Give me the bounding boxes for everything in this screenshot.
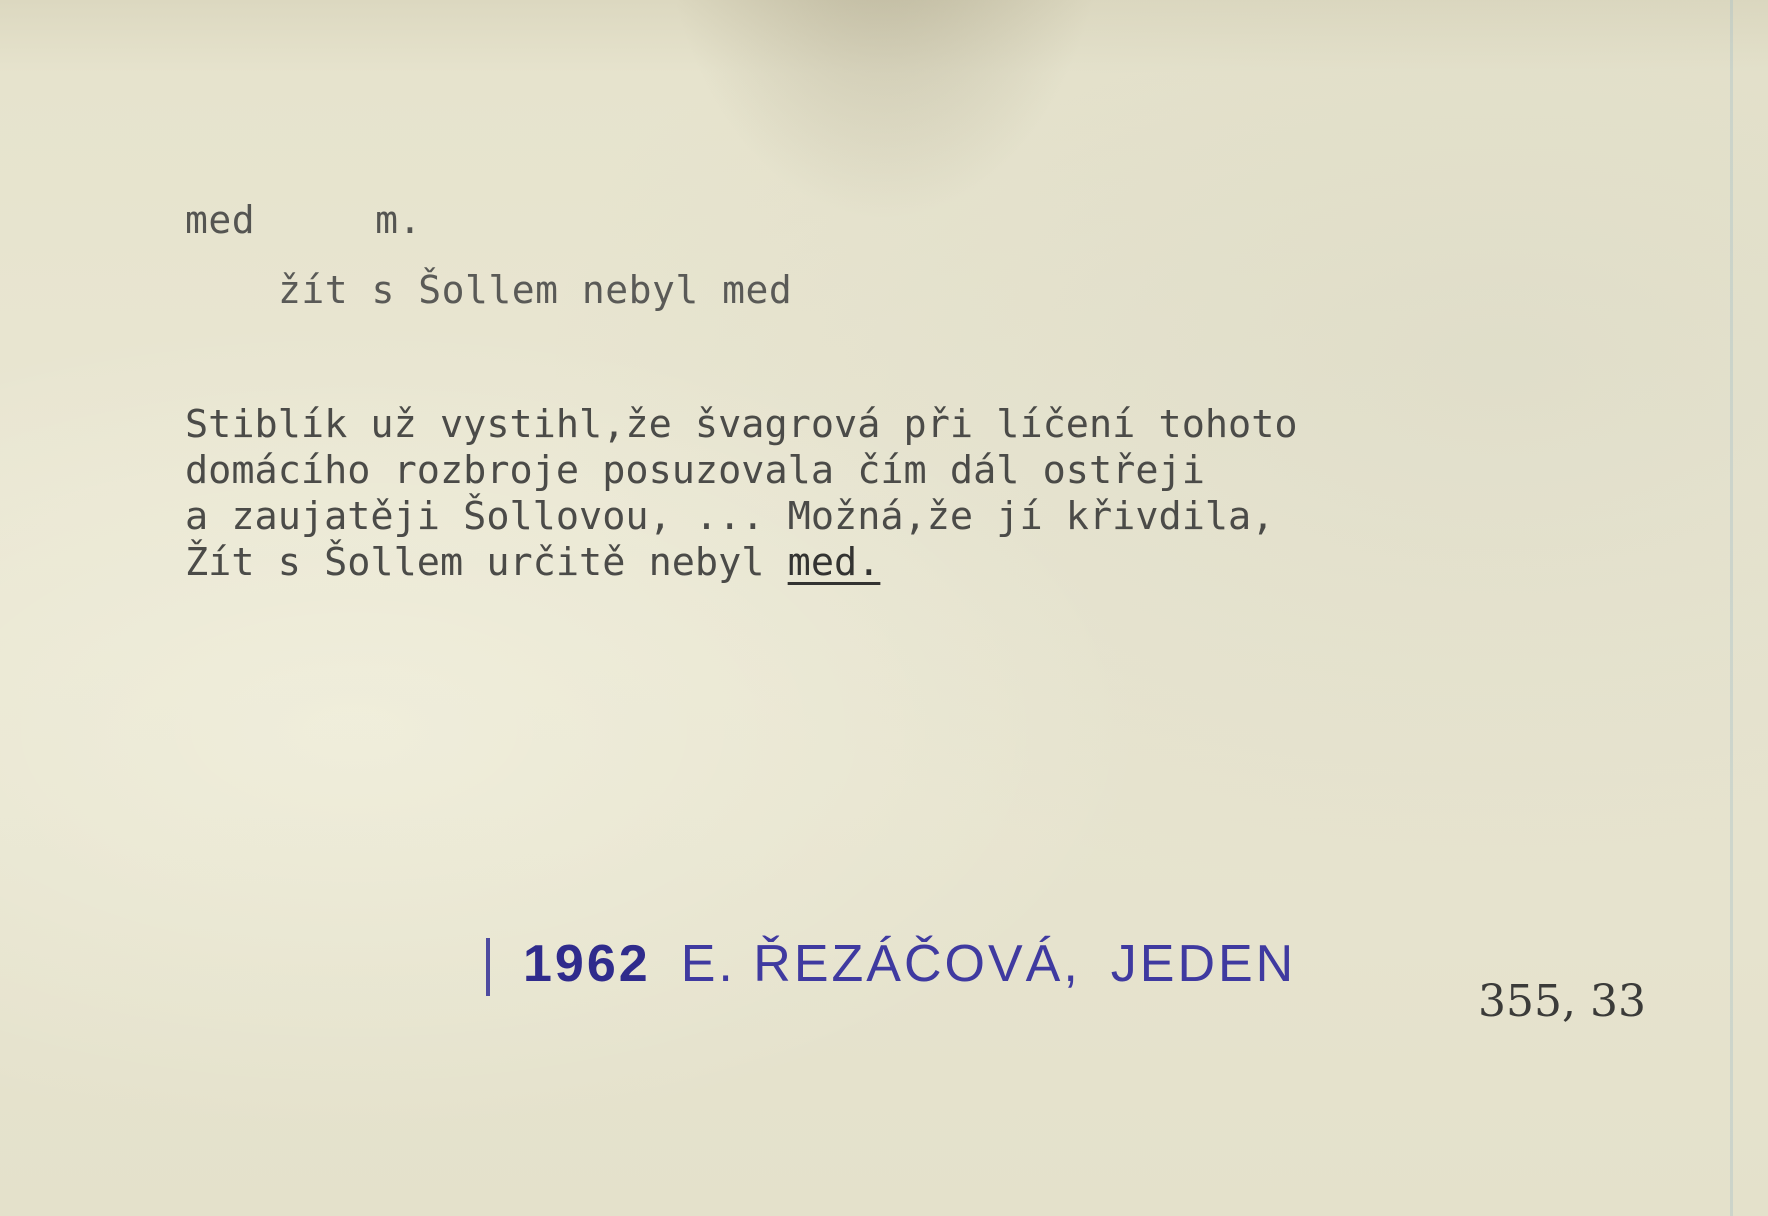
citation-line: a zaujatěji Šollovou, ... Možná,že jí křivdila, <box>185 494 1275 539</box>
short-example: žít s Šollem nebyl med <box>278 268 793 312</box>
headword: med <box>185 198 256 242</box>
stamp-bar <box>486 938 490 996</box>
citation-line: domácího rozbroje posuzovala čím dál ostřeji <box>185 448 1205 493</box>
stamp-author: E. ŘEZÁČOVÁ, <box>680 935 1081 993</box>
grammar-label: m. <box>375 198 422 242</box>
citation-line-last <box>185 540 1298 586</box>
citation-keyword: med. <box>787 540 881 585</box>
source-stamp <box>523 934 1296 994</box>
citation-line: Stiblík už vystihl,že švagrová při líčení tohoto <box>185 402 1298 447</box>
stamp-year: 1962 <box>523 935 651 993</box>
citation-block <box>185 402 1298 586</box>
stamp-title: JEDEN <box>1110 935 1297 993</box>
page-reference: 355, 33 <box>1478 976 1646 1027</box>
headword-line <box>185 198 422 242</box>
citation-last-prefix: Žít s Šollem určitě nebyl <box>185 540 788 585</box>
